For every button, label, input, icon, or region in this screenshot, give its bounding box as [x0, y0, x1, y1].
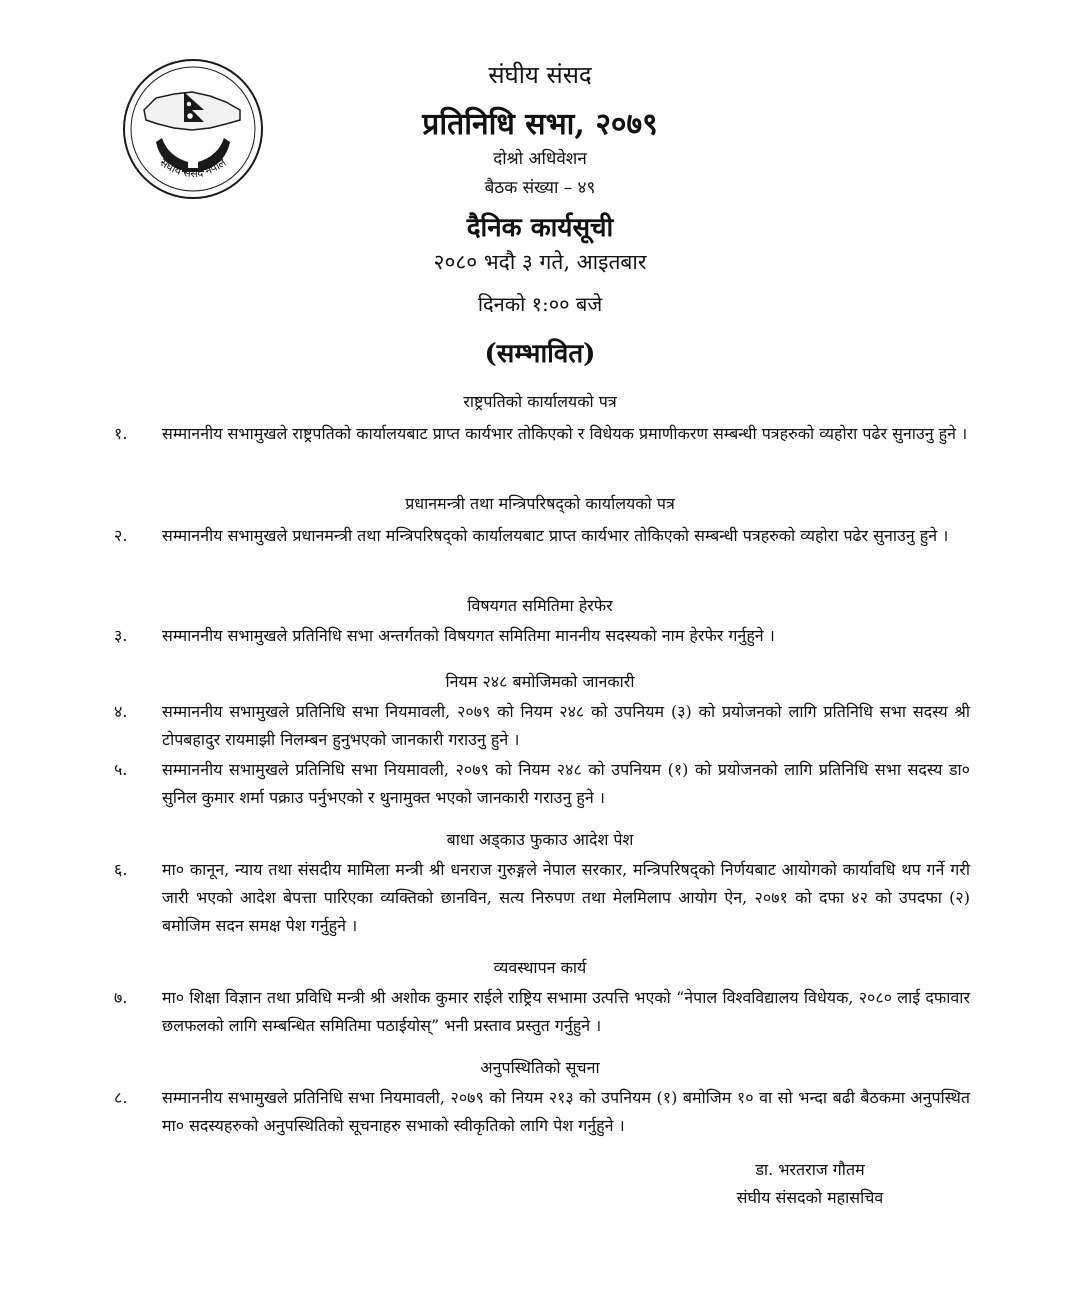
house-title: प्रतिनिधि सभा, २०७९ — [422, 107, 658, 142]
section-title: नियम २४८ बमोजिमको जानकारी — [445, 672, 635, 691]
agenda-item — [114, 856, 970, 940]
section-title: व्यवस्थापन कार्य — [493, 958, 587, 977]
parliament-name: संघीय संसद — [488, 61, 592, 89]
item-text: सम्माननीय सभामुखले प्रतिनिधि सभा नियमावली, २०७९ को नियम २४८ को उपनियम (३) को प्रयोजनको लागि प्रतिनिधि सभा सदस्य श्री टोपबहादुर रायमाझी निलम्बन हुनुभएको जानकारी गराउनु हुने । — [162, 702, 970, 749]
item-text: सम्माननीय सभामुखले प्रतिनिधि सभा नियमावली, २०७९ को नियम २४८ को उपनियम (१) को प्रयोजनको लागि प्रतिनिधि सभा सदस्य डा० सुनिल कुमार शर्मा पक्राउ पर्नुभएको र थुनामुक्त भएको जानकारी गराउनु हुने । — [162, 760, 970, 807]
item-number: ८. — [114, 1088, 128, 1107]
item-text: मा० शिक्षा विज्ञान तथा प्रविधि मन्त्री श्री अशोक कुमार राईले राष्ट्रिय सभामा उत्पत्ति भएको “नेपाल विश्वविद्यालय विधेयक, २०८० लाई दफावार छलफलको लागि सम्बन्धित समितिमा पठाईयोस्” भनी प्रस्ताव प्रस्तुत गर्नुहुने । — [162, 988, 970, 1035]
section-title: राष्ट्रपतिको कार्यालयको पत्र — [463, 392, 617, 411]
item-number: ४. — [114, 702, 128, 721]
item-text: सम्माननीय सभामुखले प्रतिनिधि सभा अन्तर्गतको विषयगत समितिमा माननीय सदस्यको नाम हेरफेर गर्नुहुने । — [162, 626, 775, 645]
agenda-time: दिनको १:०० बजे — [477, 292, 603, 316]
item-text: सम्माननीय सभामुखले प्रधानमन्त्री तथा मन्त्रिपरिषद्को कार्यालयबाट प्राप्त कार्यभार तोकिएको सम्बन्धी पत्रहरुको व्यहोरा पढेर सुनाउनु हुने । — [162, 526, 949, 545]
section-title: विषयगत समितिमा हेरफेर — [467, 596, 613, 615]
svg-text:संघीय संसद नेपाल — [158, 156, 229, 180]
item-number: ६. — [114, 860, 128, 879]
item-text: सम्माननीय सभामुखले राष्ट्रपतिको कार्यालयबाट प्राप्त कार्यभार तोकिएको र विधेयक प्रमाणीकरण सम्बन्धी पत्रहरुको व्यहोरा पढेर सुनाउनु हुने । — [162, 424, 968, 443]
item-number: ७. — [114, 988, 128, 1007]
agenda-item — [114, 698, 970, 754]
agenda-item — [114, 522, 970, 550]
meeting-number: बैठक संख्या – ४९ — [484, 178, 596, 198]
agenda-item — [114, 420, 970, 448]
item-text: मा० कानून, न्याय तथा संसदीय मामिला मन्त्री श्री धनराज गुरुङ्गले नेपाल सरकार, मन्त्रिपरिषद्को निर्णयबाट आयोगको कार्यावधि थप गर्ने गरी जारी भएको आदेश बेपत्ता पारिएका व्यक्तिको छानविन, सत्य निरुपण तथा मेलमिलाप आयोग ऐन, २०७१ को दफा ४२ को उपदफा (२) बमोजिम सदन समक्ष पेश गर्नुहुने । — [162, 860, 970, 935]
item-number: २. — [114, 526, 128, 545]
agenda-item — [114, 622, 970, 650]
section-title: प्रधानमन्त्री तथा मन्त्रिपरिषद्को कार्यालयको पत्र — [405, 494, 675, 513]
item-number: १. — [114, 424, 128, 443]
tentative-label: (सम्भावित) — [484, 339, 596, 369]
emblem-caption: संघीय संसद नेपाल — [157, 155, 229, 181]
signatory-title: संघीय संसदको महासचिव — [736, 1188, 884, 1207]
item-number: ३. — [114, 626, 128, 645]
section-title: अनुपस्थितिको सूचना — [480, 1058, 600, 1077]
agenda-item — [114, 1084, 970, 1140]
parliament-emblem-icon — [122, 58, 264, 200]
section-title: बाधा अड्काउ फुकाउ आदेश पेश — [446, 830, 634, 849]
agenda-title: दैनिक कार्यसूची — [466, 213, 614, 243]
item-text: सम्माननीय सभामुखले प्रतिनिधि सभा नियमावली, २०७९ को नियम २१३ को उपनियम (१) बमोजिम १० वा सो भन्दा बढी बैठकमा अनुपस्थित मा० सदस्यहरुको अनुपस्थितिको सूचनाहरु सभाको स्वीकृतिको लागि पेश गर्नुहुने । — [162, 1088, 970, 1135]
session-label: दोश्रो अधिवेशन — [493, 149, 587, 169]
agenda-item — [114, 756, 970, 812]
agenda-date: २०८० भदौ ३ गते, आइतबार — [433, 250, 647, 274]
agenda-item — [114, 984, 970, 1040]
item-number: ५. — [114, 760, 128, 779]
signatory-name: डा. भरतराज गौतम — [755, 1160, 865, 1179]
